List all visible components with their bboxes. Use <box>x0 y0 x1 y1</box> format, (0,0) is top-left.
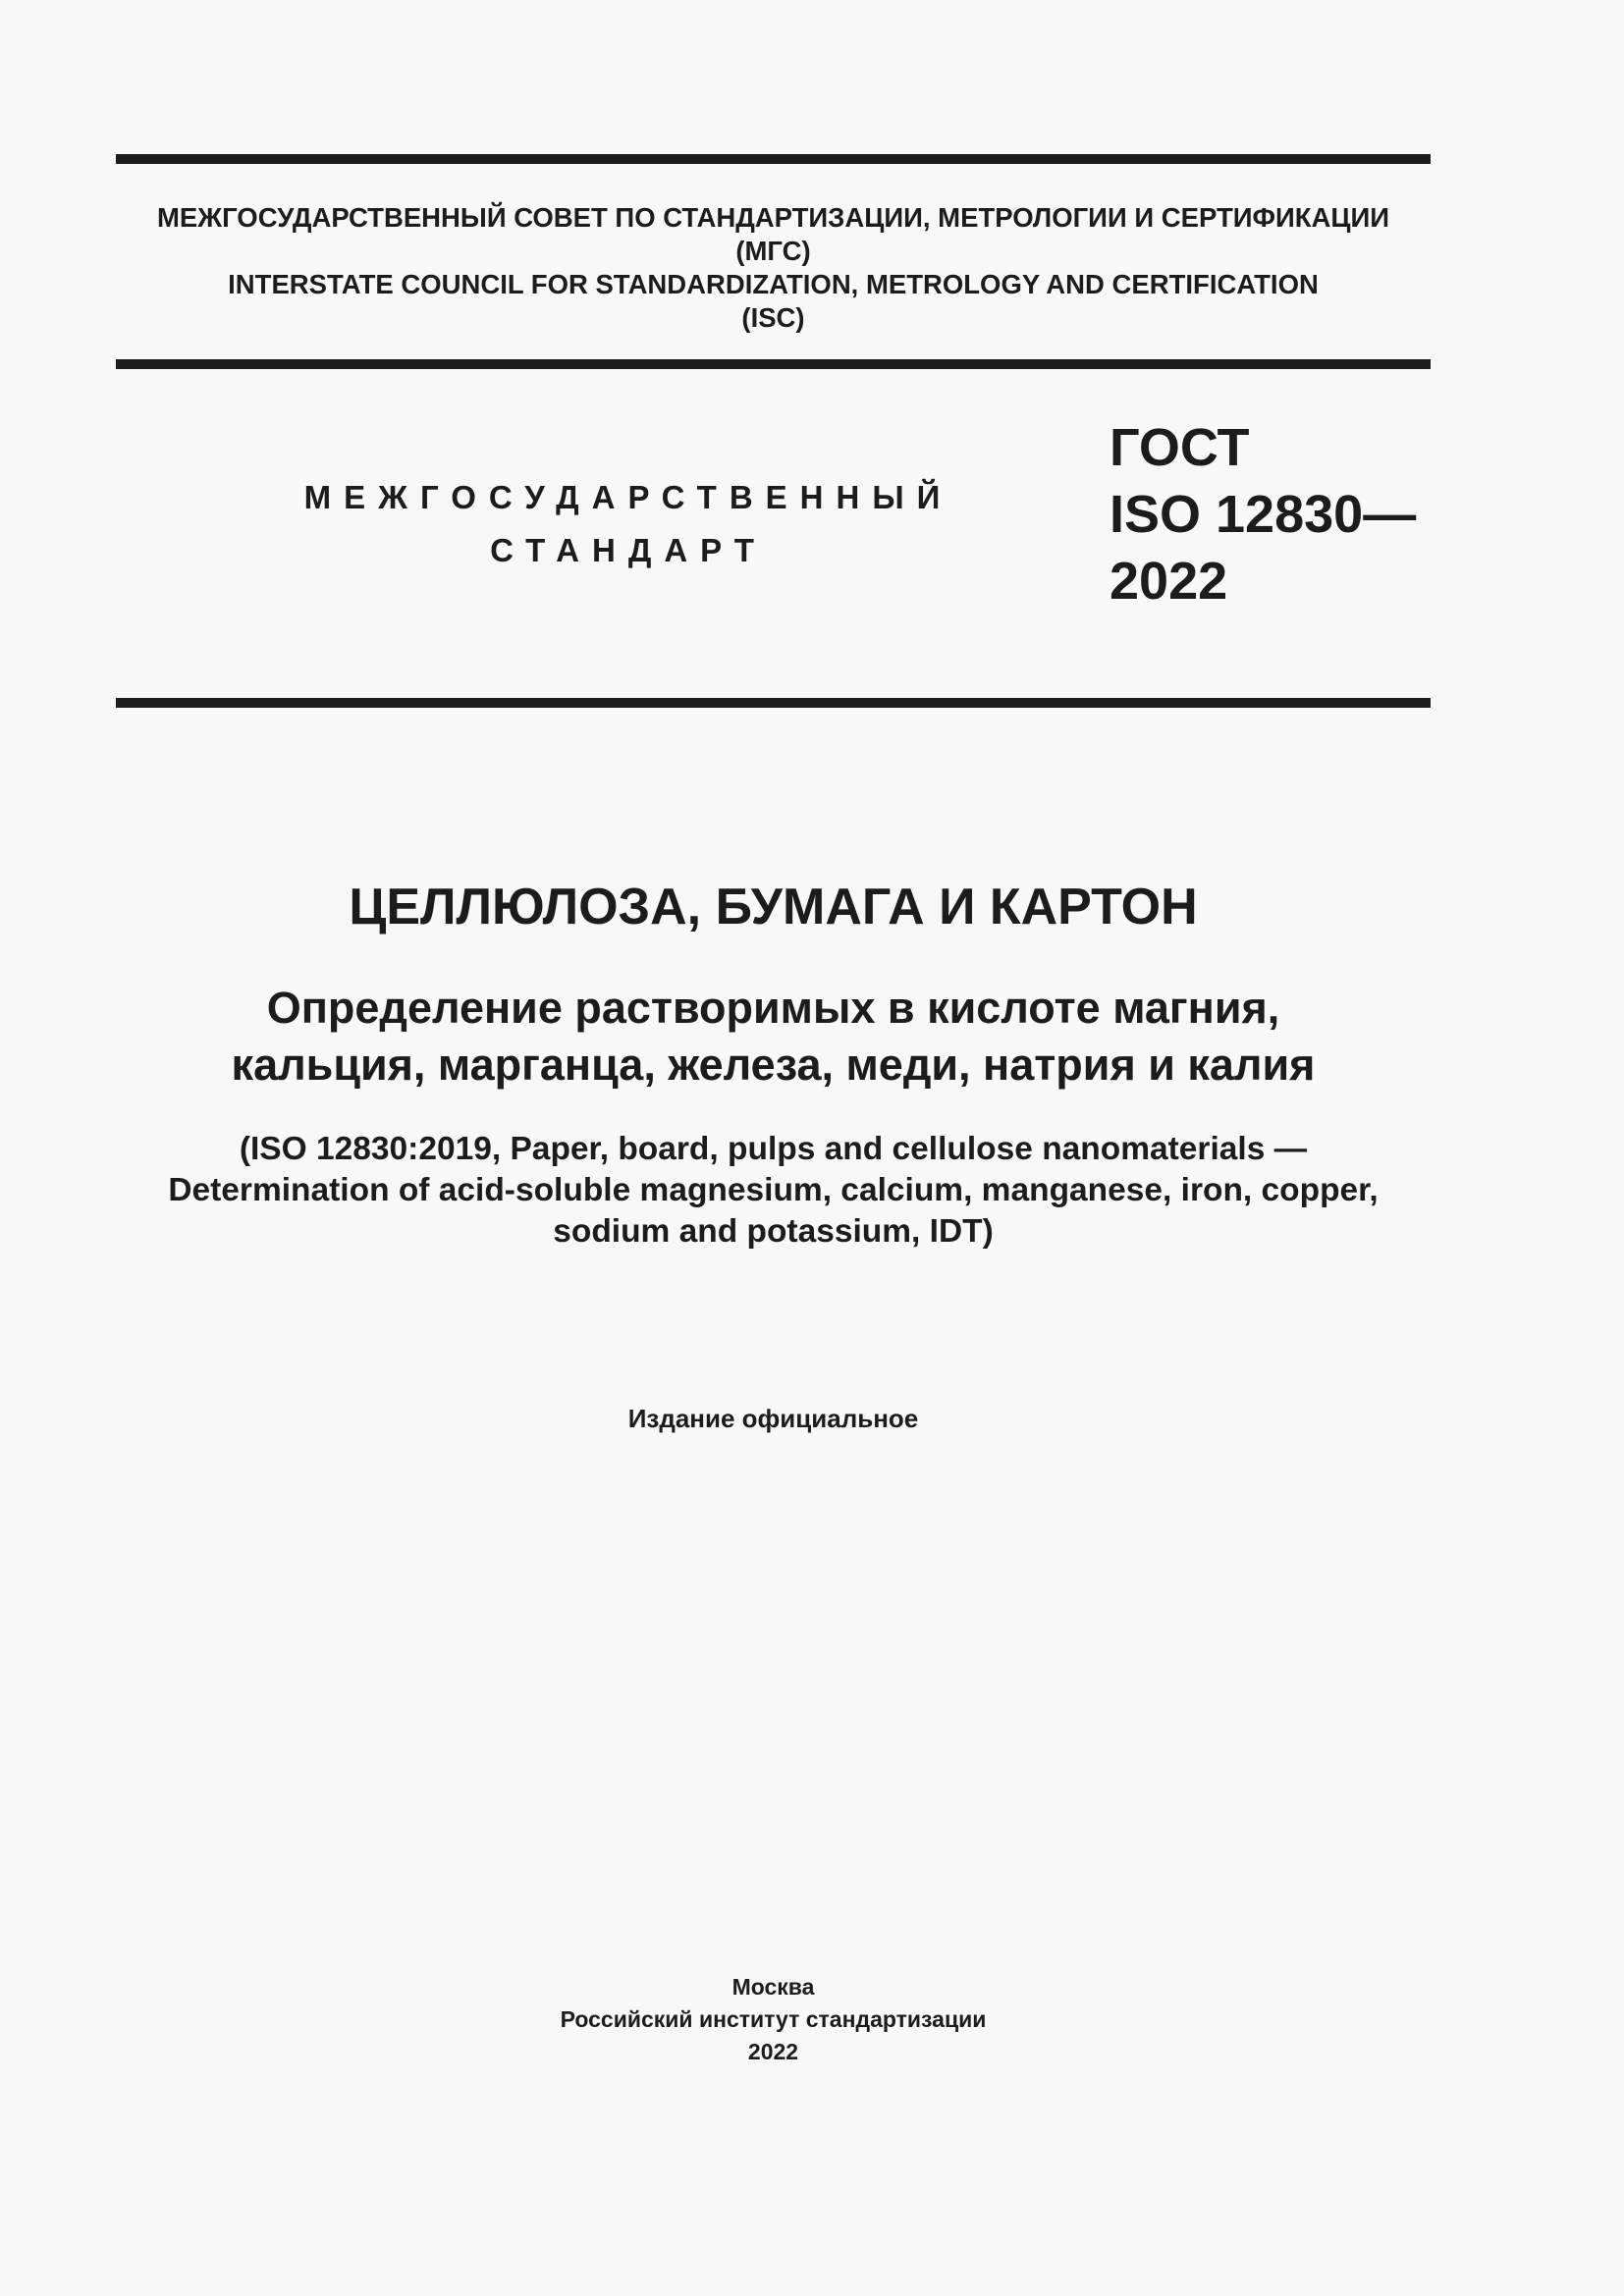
document-title: ЦЕЛЛЮЛОЗА, БУМАГА И КАРТОН <box>349 879 1198 935</box>
iso-reference-line1: (ISO 12830:2019, Paper, board, pulps and cellulose nanomaterials — <box>239 1131 1308 1167</box>
designation-line2: ISO 12830— <box>1110 485 1417 544</box>
council-bottom-rule <box>116 359 1431 369</box>
designation-line1: ГОСТ <box>1110 418 1250 477</box>
subtitle-line2: кальция, марганца, железа, меди, натрия и калия <box>231 1040 1316 1090</box>
iso-reference-line3: sodium and potassium, IDT) <box>553 1213 994 1250</box>
subtitle-line1: Определение растворимых в кислоте магния, <box>266 983 1280 1033</box>
document-subtitle <box>116 980 1431 1094</box>
imprint-publisher: Российский институт стандартизации <box>560 2006 987 2032</box>
council-name-en: INTERSTATE COUNCIL FOR STANDARDIZATION, METROLOGY AND CERTIFICATION <box>228 269 1319 299</box>
council-header <box>116 201 1431 335</box>
imprint-year: 2022 <box>747 2039 799 2064</box>
council-abbr-ru: (МГС) <box>735 236 811 266</box>
council-name-ru: МЕЖГОСУДАРСТВЕННЫЙ СОВЕТ ПО СТАНДАРТИЗАЦИИ, МЕТРОЛОГИИ И СЕРТИФИКАЦИИ <box>156 202 1390 233</box>
standard-kind-line1: МЕЖГОСУДАРСТВЕННЫЙ <box>303 479 953 515</box>
designation-bottom-rule <box>116 698 1431 708</box>
standard-kind-line2: СТАНДАРТ <box>490 532 767 568</box>
council-abbr-en: (ISC) <box>741 302 805 333</box>
standard-designation <box>1110 414 1416 614</box>
imprint-city: Москва <box>731 1974 815 2000</box>
standard-kind <box>295 471 962 577</box>
iso-reference <box>116 1129 1431 1253</box>
imprint <box>116 1971 1431 2068</box>
top-rule <box>116 154 1431 164</box>
designation-line3: 2022 <box>1110 552 1228 611</box>
iso-reference-line2: Determination of acid-soluble magnesium, calcium, manganese, iron, copper, <box>168 1172 1379 1208</box>
edition-note: Издание официальное <box>627 1404 919 1433</box>
